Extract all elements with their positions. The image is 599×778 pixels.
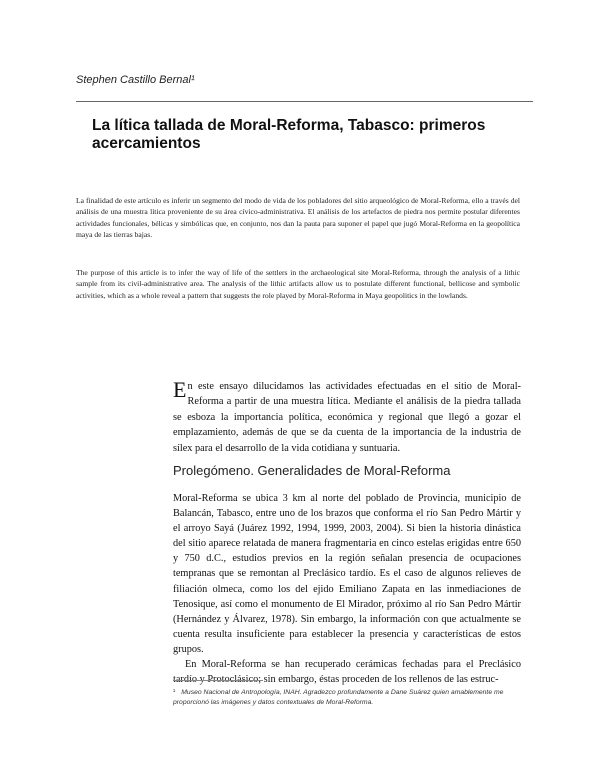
body-paragraph: Moral-Reforma se ubica 3 km al norte del poblado de Provincia, municipio de Balancán, Tabasco, entre uno de los brazos que conforma el río San Pedro Mártir y el arroyo Sayá (Juárez 1992, 1994, 1999, 2003, 2004). Si bien la historia dinástica del sitio aparece relatada de manera fragmentaria en cinco estelas erigidas entre 650 y 750 d.C., estudios previos en la región señalan presencia de ocupaciones tempranas que se remontan al Preclásico tardío. Es el caso de algunos relieves de filiación olmeca, como los del ejido Emiliano Zapata en las inmediaciones de Tenosique, así como el monumento de El Mirador, próximo al río San Pedro Mártir (Hernández y Álvarez, 1978). Sin embargo, la información con que actualmente se cuenta resulta insuficiente para establecer la presencia y características de estos grupos. [173,493,521,655]
body-paragraph: En Moral-Reforma se han recuperado cerámicas fechadas para el Preclásico tardío y Protoclásico; sin embargo, éstas proceden de los rellenos de las estruc- [173,659,521,686]
body-text [173,491,521,687]
author-name: Stephen Castillo Bernal¹ [76,74,195,86]
footnote-rule [173,680,263,681]
intro-text: n este ensayo dilucidamos las actividades efectuadas en el sitio de Moral-Reforma a partir de una muestra lítica. Mediante el análisis de la piedra tallada se esboza la importancia política, económica y regional que llegó a gozar el emplazamiento, además de que se da cuenta de la importancia de la industria de sílex para el desarrollo de la vida cotidiana y suntuaria. [173,381,521,454]
header-rule [76,101,533,102]
footnote [173,688,513,708]
abstract-english: The purpose of this article is to infer the way of life of the settlers in the archaeological site Moral-Reforma, through the analysis of a lithic sample from its civil-administrative area. The analysis of the lithic artifacts allow us to postulate different functional, bellicose and symbolic activities, which as a whole reveal a pattern that suggests the role played by Moral-Reforma in Maya geopolitics in the lowlands. [76,268,520,300]
footnote-text: Museo Nacional de Antropología, INAH. Agradezco profundamente a Dane Suárez quien amablemente me proporcionó las imágenes y datos contextuales de Moral-Reforma. [173,689,504,706]
drop-cap: E [173,377,187,402]
footnote-mark: ¹ [173,689,176,696]
intro-paragraph [173,379,521,456]
section-heading: Prolegómeno. Generalidades de Moral-Reforma [173,463,451,478]
abstract-spanish: La finalidad de este artículo es inferir un segmento del modo de vida de los pobladores del sitio arqueológico de Moral-Reforma, ello a través del análisis de una muestra lítica proveniente de su área cívico-administrativa. El análisis de los artefactos de piedra nos permite postular diferentes actividades funcionales, bélicas y simbólicas que, en conjunto, nos dan la pauta para suponer el papel que jugó Moral-Reforma en la geopolítica maya de las tierras bajas. [76,196,520,239]
article-title: La lítica tallada de Moral-Reforma, Tabasco: primeros acercamientos [92,117,486,152]
